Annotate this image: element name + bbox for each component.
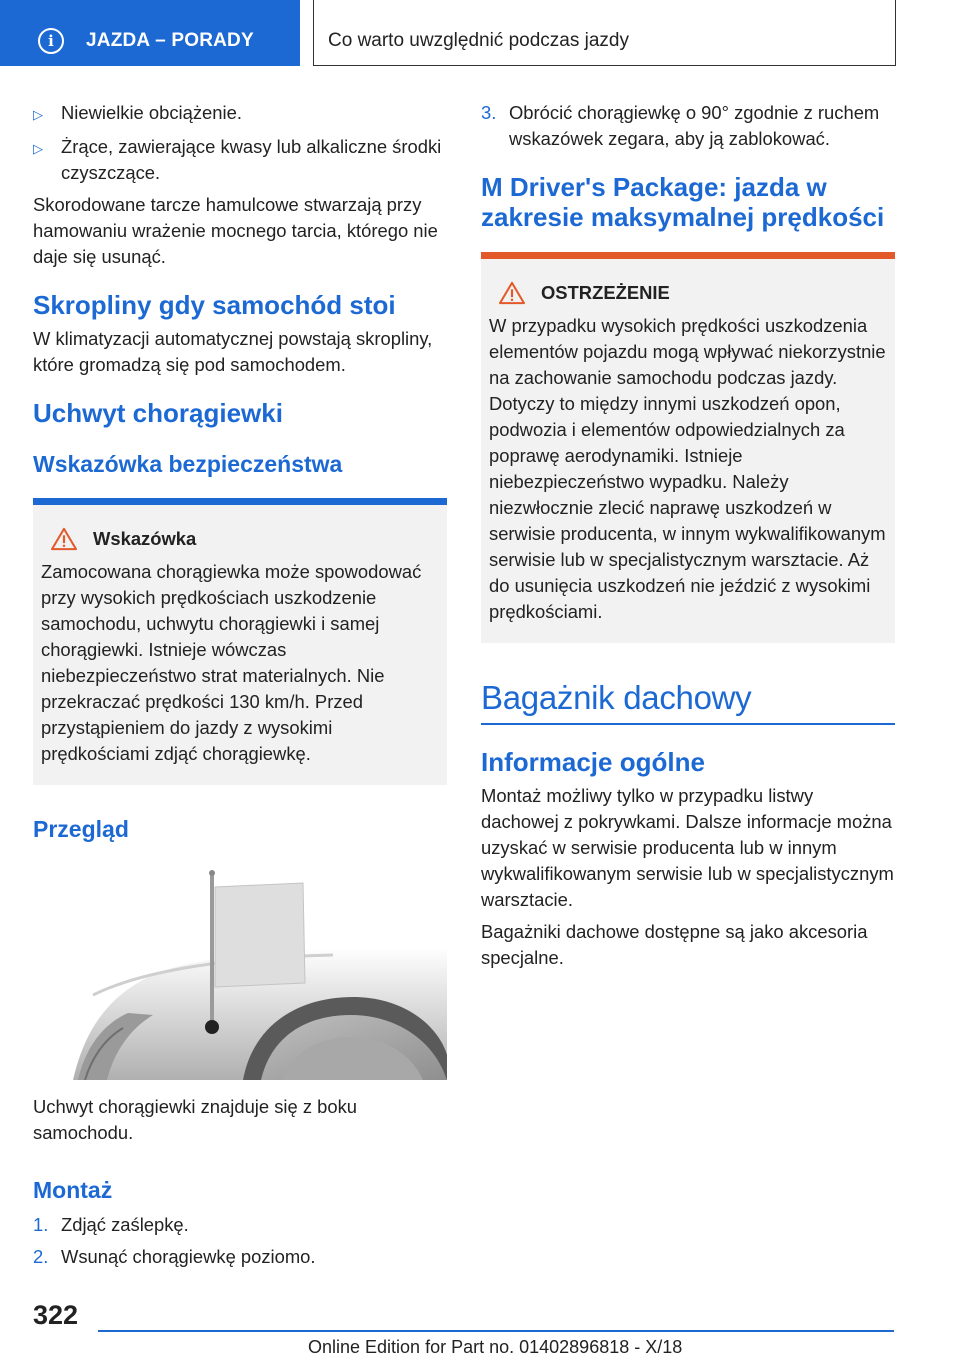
list-item: 1. Zdjąć zaślepkę. [33,1214,189,1235]
triangle-bullet-icon: ▷ [33,141,43,156]
left-column [33,100,447,1276]
list-item: ▷ Niewielkie obciążenie. [33,100,447,128]
paragraph: Skorodowane tarcze hamulcowe stwarzają przy hamowaniu wrażenie mocnego tarcia, którego nie daje się usunąć. [33,194,438,267]
list-item: 3. Obrócić chorągiewkę o 90° zgodnie z ruchem wskazówek zegara, aby ją zablokować. [481,102,880,149]
flag-holder-illustration [33,865,447,1080]
heading-overview: Przegląd [33,816,129,842]
triangle-bullet-icon: ▷ [33,107,43,122]
heading-m-drivers-package: M Driver's Package: jazda w zakresie maksymalnej prędkości [481,172,885,232]
chapter-title-box [313,0,896,66]
paragraph: Montaż możliwy tylko w przypadku listwy dachowej z pokrywkami. Dalsze informacje można uzyskać w serwisie producenta lub w innym wykwalifikowanym serwisie lub w specjalistycznym warsztacie. [481,784,894,910]
warning-triangle-icon [49,527,79,551]
note-box [33,498,447,785]
note-text: Zamocowana chorągiewka może spowodować przy wysokich prędkościach uszkodzenie samochodu, uchwytu chorągiewki i samej chorągiewki. Istnieje wówczas niebezpieczeństwo strat materialnych. Nie przekraczać prędkości 130 km/h. Przed przystąpieniem do jazdy z wysokimi prędkościami zdjąć chorągiewkę. [41,561,422,764]
heading-mounting: Montaż [33,1177,113,1203]
info-icon: i [38,28,64,54]
car-fender-image [33,865,447,1080]
chapter-title: Co warto uwzględnić podczas jazdy [328,30,629,51]
warning-triangle-icon [497,281,527,305]
right-column [481,100,895,977]
list-item: 2. Wsunąć chorągiewkę poziomo. [33,1246,316,1267]
warning-text: W przypadku wysokich prędkości uszkodzenia elementów pojazdu mogą wpływać niekorzystnie na zachowanie samochodu podczas jazdy. Dotyczy to między innymi uszkodzeń opon, podwozia i elementów odpowiedzialnych za poprawę aerodynamiki. Istnieje niebezpieczeństwo wypadku. Należy niezwłocznie zlecić naprawę uszkodzeń w serwisie producenta, w innym wykwalifikowanym serwisie lub w specjalistycznym warsztacie. Aż do usunięcia uszkodzeń nie jeździć z wysokimi prędkościami. [489,315,886,622]
heading-roof-rack: Bagażnik dachowy [481,679,752,716]
footer-divider [98,1330,894,1332]
heading-underline [481,723,895,725]
note-title: Wskazówka [93,528,197,549]
warning-title: OSTRZEŻENIE [541,282,670,303]
heading-safety-note: Wskazówka bezpieczeństwa [33,451,343,477]
section-label: JAZDA – PORADY [86,30,254,51]
edition-info: Online Edition for Part no. 01402896818 - X/18 [308,1337,683,1357]
warning-box [481,252,895,643]
page-number: 322 [33,1300,79,1330]
list-item: ▷ Żrące, zawierające kwasy lub alkaliczne środki czyszczące. [33,134,447,186]
page-header [0,0,960,66]
paragraph: Bagażniki dachowe dostępne są jako akcesoria specjalne. [481,920,868,968]
paragraph: W klimatyzacji automatycznej powstają skropliny, które gromadzą się pod samochodem. [33,328,433,375]
heading-flag-holder: Uchwyt chorągiewki [33,398,283,428]
section-tab[interactable] [0,0,300,66]
heading-condensation: Skropliny gdy samochód stoi [33,290,396,320]
heading-general-info: Informacje ogólne [481,746,705,777]
paragraph: Uchwyt chorągiewki znajduje się z boku samochodu. [33,1096,358,1143]
